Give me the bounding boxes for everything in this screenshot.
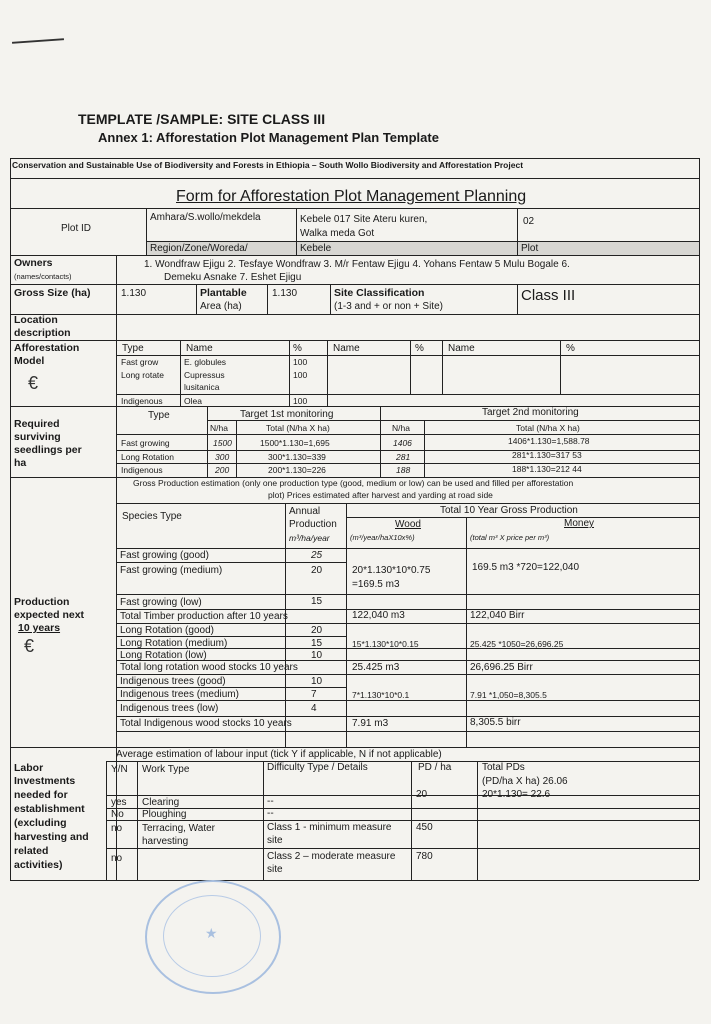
production-label-2: expected next [14,609,85,621]
production-label-3: 10 years [18,622,61,634]
plantable-label: Plantable [200,287,247,299]
labor-label-4: establishment [14,803,85,815]
money-header: Money [564,518,595,529]
prod-row-wood: 122,040 m3 [352,610,405,621]
prod-row-species: Indigenous trees (good) [120,676,226,687]
labor-row-difficulty: Class 1 - minimum measure [267,822,392,833]
labor-work-header: Work Type [142,764,190,775]
seedlings-label-3: seedlings per [14,444,82,456]
seed-row-type: Fast growing [121,438,170,448]
labor-label: Labor [14,762,44,774]
prod-row-annual: 10 [311,676,323,687]
plot-kebele-value-2: Walka meda Got [300,228,375,239]
model-row-pct: 100 [293,357,308,367]
seedlings-label-4: ha [14,457,27,469]
seed-total-header: Total (N/ha X ha) [266,423,330,433]
owners-sublabel: (names/contacts) [14,272,72,281]
prod-row-money: 122,040 Birr [470,610,525,621]
money-sub-header: (total m³ X price per m³) [470,533,550,542]
seed-row-n1: 200 [215,465,230,475]
prod-row-annual: 25 [311,550,323,561]
prod-row-wood: 25.425 m3 [352,662,400,673]
location-label-2: description [14,327,71,339]
model-row-name: Olea [184,396,202,406]
labor-row-work: Ploughing [142,809,187,820]
plot-id-label: Plot ID [61,223,92,234]
seed-type-header: Type [148,410,170,421]
labor-row-difficulty: -- [267,808,274,819]
production-note-2: plot) Prices estimated after harvest and yarding at road side [268,490,493,500]
owners-line-1: 1. Wondfraw Ejigu 2. Tesfaye Wondfraw 3. M/r Fentaw Ejigu 4. Yohans Fentaw 5 Mulu Bogale 6. [144,259,570,270]
prod-row-species: Long Rotation (good) [120,625,214,636]
prod-row-annual: 7 [311,689,317,700]
prod-row-annual: 10 [311,650,323,661]
seed-row-t2: 188*1.130=212 44 [512,464,582,474]
plantable-label-2: Area (ha) [200,301,242,312]
prod-row-annual: 15 [311,638,323,649]
labor-row-yn: No [111,809,124,820]
prod-row-species: Long Rotation (medium) [120,638,228,649]
seed-row-n1: 300 [215,452,230,462]
seed-row-type: Indigenous [121,465,163,475]
model-row-name: E. globules [184,357,227,367]
prod-row-annual: 20 [311,625,323,636]
labor-row-pd: 20 [416,789,428,800]
star-icon: ★ [205,925,218,941]
form-title: Form for Afforestation Plot Management Planning [176,188,527,205]
prod-row-wood: 7.91 m3 [352,718,389,729]
prod-row-species: Total long rotation wood stocks 10 years [120,662,298,673]
labor-row-work-2: harvesting [142,836,189,847]
annual-header-2: Production [289,519,337,530]
seed-nha-header: N/ha [210,423,228,433]
prod-row-species: Fast growing (good) [120,550,209,561]
wood-sub-header: (m³/year/haX10x%) [350,533,415,542]
labor-row-difficulty: -- [267,796,274,807]
model-row-type: Indigenous [121,396,163,406]
seed-row-t1: 200*1.130=226 [268,465,326,475]
prod-row-species: Fast growing (low) [120,597,202,608]
labor-row-difficulty-2: site [267,835,283,846]
site-class-value: Class III [521,287,576,304]
seed-row-n1: 1500 [213,438,232,448]
gross-size-label: Gross Size (ha) [14,287,91,299]
labor-total-value: 20*1.130= 22.6 [482,789,551,800]
prod-row-money: 26,696.25 Birr [470,662,533,673]
labor-yn-header: Y/N [111,764,128,775]
labor-pd-header: PD / ha [418,762,452,773]
labor-row-yn: no [111,823,123,834]
seed-row-n2: 1406 [393,438,412,448]
prod-row-wood-2: =169.5 m3 [352,579,400,590]
seedlings-label: Required [14,418,60,430]
labor-label-5: (excluding [14,817,67,829]
kebele-caption: Kebele [300,243,332,254]
labor-row-difficulty-2: site [267,864,283,875]
prod-row-species: Indigenous trees (low) [120,703,219,714]
labor-row-pd: 450 [416,822,433,833]
prod-row-money: 25.425 *1050=26,696.25 [470,639,564,649]
model-name-header-2: Name [333,343,360,354]
prod-row-wood: 20*1.130*10*0.75 [352,565,431,576]
labor-note: Average estimation of labour input (tick Y if applicable, N if not applicable) [116,749,442,760]
prod-row-annual: 15 [311,596,323,607]
region-caption: Region/Zone/Woreda/ [150,243,248,254]
model-name-header-3: Name [448,343,475,354]
seed-row-n2: 188 [396,465,411,475]
labor-row-difficulty: Class 2 – moderate measure [267,851,396,862]
site-class-sub: (1-3 and + or non + Site) [334,301,443,312]
model-row-name: lusitanica [184,382,220,392]
prod-row-annual: 4 [311,703,317,714]
labor-total-header-2: (PD/ha X ha) 26.06 [482,776,568,787]
labor-row-yn: no [111,853,123,864]
labor-row-pd: 780 [416,851,433,862]
plot-location-value: Amhara/S.wollo/mekdela [150,212,261,223]
prod-row-money: 169.5 m3 *720=122,040 [472,562,580,573]
production-label: Production [14,596,70,608]
seed-row-t2: 1406*1.130=1,588.78 [508,436,590,446]
owners-label: Owners [14,257,53,269]
model-name-header: Name [186,343,213,354]
model-row-type: Fast grow [121,357,159,367]
pen-mark [12,38,64,44]
seed-target1-header: Target 1st monitoring [240,409,334,420]
prod-row-species: Long Rotation (low) [120,650,207,661]
seed-row-n2: 281 [396,452,411,462]
plot-caption: Plot [521,243,539,254]
wood-header: Wood [395,519,421,530]
hand-mark-icon: € [24,636,35,656]
prod-row-species: Indigenous trees (medium) [120,689,239,700]
labor-row-work: Clearing [142,797,180,808]
template-heading: TEMPLATE /SAMPLE: SITE CLASS III [78,111,326,127]
model-row-pct: 100 [293,370,308,380]
plantable-value: 1.130 [272,288,298,299]
model-row-pct: 100 [293,396,308,406]
seed-row-type: Long Rotation [121,452,174,462]
hand-mark-icon: € [28,373,39,393]
labor-label-2: Investments [14,775,76,787]
prod-row-wood: 7*1.130*10*0.1 [352,690,410,700]
annual-header: Annual [289,506,321,517]
project-title: Conservation and Sustainable Use of Biodiversity and Forests in Ethiopia – South Wollo Biodiversity and Afforestation Project [12,160,524,170]
prod-row-species: Total Indigenous wood stocks 10 years [120,718,292,729]
prod-row-species: Fast growing (medium) [120,565,223,576]
prod-row-species: Total Timber production after 10 years [120,611,288,622]
labor-row-work: Terracing, Water [142,823,215,834]
labor-label-7: related [14,845,49,857]
prod-row-money: 8,305.5 birr [470,717,521,728]
gross-size-value: 1.130 [121,288,147,299]
seed-row-t1: 1500*1.130=1,695 [260,438,330,448]
species-type-header: Species Type [122,511,182,522]
labor-difficulty-header: Difficulty Type / Details [267,762,368,773]
afforestation-label: Afforestation [14,342,80,354]
model-pct-header: % [293,343,302,354]
labor-total-header: Total PDs [482,762,525,773]
labor-label-8: activities) [14,859,63,871]
model-row-type: Long rotate [121,370,165,380]
seed-row-t2: 281*1.130=317 53 [512,450,582,460]
annex-heading: Annex 1: Afforestation Plot Management Plan Template [98,130,439,145]
site-class-label: Site Classification [334,287,425,299]
seed-target2-header: Target 2nd monitoring [482,407,579,418]
plot-number-value: 02 [523,216,535,227]
labor-label-3: needed for [14,789,68,801]
annual-header-3: m³/ha/year [289,533,330,543]
seed-nha-header-2: N/ha [392,423,410,433]
total10-header: Total 10 Year Gross Production [440,505,578,516]
prod-row-annual: 20 [311,565,323,576]
seed-row-t1: 300*1.130=339 [268,452,326,462]
labor-label-6: harvesting and [14,831,89,843]
model-pct-header-2: % [415,343,424,354]
seedlings-label-2: surviving [14,431,61,443]
production-note: Gross Production estimation (only one production type (good, medium or low) can be used and filled per afforestation [133,478,574,488]
seed-total-header-2: Total (N/ha X ha) [516,423,580,433]
prod-row-wood: 15*1.130*10*0.15 [352,639,419,649]
plot-kebele-value: Kebele 017 Site Ateru kuren, [300,214,428,225]
model-row-name: Cupressus [184,370,225,380]
model-pct-header-3: % [566,343,575,354]
location-label: Location [14,314,58,326]
owners-line-2: Demeku Asnake 7. Eshet Ejigu [164,272,302,283]
labor-row-yn: yes [111,797,127,808]
prod-row-money: 7.91 *1,050=8,305.5 [470,690,547,700]
model-type-header: Type [122,343,144,354]
afforestation-label-2: Model [14,355,45,367]
